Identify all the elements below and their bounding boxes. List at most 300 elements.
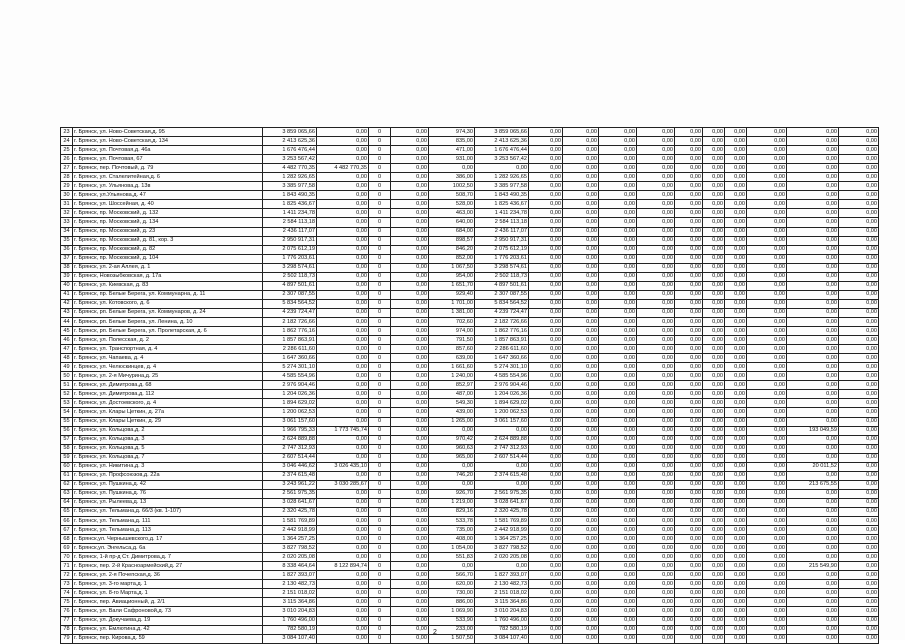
value-cell: 1 240,00 [429,372,475,381]
value-cell: 0,00 [563,417,599,426]
value-cell: 0,00 [839,354,879,363]
value-cell: 0,00 [599,480,637,489]
table-row [61,182,879,191]
value-cell: 0,00 [529,517,563,526]
value-cell: 0,00 [703,354,725,363]
row-number-cell: 30 [61,191,73,200]
address-cell: г. Брянск, ул.Ульянова,д. 47 [73,191,263,200]
value-cell: 0,00 [391,562,429,571]
address-cell: г. Брянск, пер. Почтовый, д. 79 [73,164,263,173]
value-cell: 0 [369,435,391,444]
table-row [61,299,879,308]
value-cell: 0,00 [725,571,747,580]
value-cell: 0,00 [637,390,675,399]
value-cell: 0,00 [725,507,747,516]
value-cell: 0,00 [391,381,429,390]
value-cell: 0,00 [563,281,599,290]
value-cell: 0,00 [787,553,839,562]
value-cell: 0,00 [563,299,599,308]
value-cell: 0,00 [563,272,599,281]
address-cell: г. Брянск, ул. Достоевского, д. 4 [73,399,263,408]
table-row [61,146,879,155]
value-cell: 0,00 [839,390,879,399]
address-cell: г. Брянск, ул. Котовского, д. 6 [73,299,263,308]
value-cell: 0,00 [599,417,637,426]
table-row [61,462,879,471]
value-cell: 1 282 926,65 [475,173,529,182]
value-cell: 0,00 [563,390,599,399]
value-cell: 0 [369,480,391,489]
value-cell: 0,00 [787,327,839,336]
value-cell: 0,00 [529,381,563,390]
value-cell: 0,00 [675,462,703,471]
table-row [61,317,879,326]
value-cell: 4 897 501,61 [263,281,317,290]
address-cell: г. Брянск,ул. Энгельса,д. 6а [73,544,263,553]
value-cell: 0,00 [563,227,599,236]
address-cell: г. Брянск, ул. 8-го Марта,д. 1 [73,589,263,598]
value-cell: 0,00 [391,308,429,317]
value-cell: 0,00 [839,480,879,489]
table-row [61,155,879,164]
value-cell: 0,00 [675,354,703,363]
value-cell: 0,00 [725,372,747,381]
value-cell: 0,00 [429,426,475,435]
value-cell: 0,00 [599,562,637,571]
value-cell: 0,00 [703,444,725,453]
value-cell: 0,00 [787,200,839,209]
value-cell: 0,00 [317,345,369,354]
value-cell: 0,00 [429,480,475,489]
value-cell: 0,00 [787,417,839,426]
value-cell: 0,00 [317,471,369,480]
value-cell: 0,00 [747,155,787,164]
address-cell: г. Брянск, пр. Московский, д. 82 [73,245,263,254]
value-cell: 0,00 [787,308,839,317]
value-cell: 0,00 [599,390,637,399]
value-cell: 0,00 [839,191,879,200]
value-cell: 1 776 203,61 [475,254,529,263]
value-cell: 0,00 [747,489,787,498]
value-cell: 0,00 [529,137,563,146]
value-cell: 0,00 [839,526,879,535]
value-cell: 0,00 [599,254,637,263]
value-cell: 0 [369,553,391,562]
value-cell: 3 253 567,42 [475,155,529,164]
value-cell: 0,00 [599,589,637,598]
value-cell: 0,00 [787,209,839,218]
value-cell: 0,00 [747,354,787,363]
value-cell: 0,00 [529,272,563,281]
value-cell: 0,00 [317,363,369,372]
value-cell: 0,00 [637,372,675,381]
value-cell: 0,00 [839,272,879,281]
value-cell: 0,00 [391,462,429,471]
value-cell: 0,00 [637,616,675,625]
value-cell: 0,00 [839,200,879,209]
value-cell: 3 084 107,40 [263,634,317,643]
value-cell: 0,00 [391,498,429,507]
value-cell: 0,00 [747,146,787,155]
value-cell: 1 282 926,65 [263,173,317,182]
value-cell: 0 [369,390,391,399]
value-cell: 0,00 [391,535,429,544]
table-row [61,553,879,562]
row-number-cell: 59 [61,453,73,462]
row-number-cell: 48 [61,354,73,363]
table-body [61,128,879,644]
address-cell: г. Брянск, ул. Пушкина,д. 76 [73,489,263,498]
value-cell: 0,00 [725,489,747,498]
value-cell: 0,00 [747,571,787,580]
value-cell: 0,00 [725,155,747,164]
value-cell: 0,00 [529,553,563,562]
value-cell: 0,00 [675,182,703,191]
value-cell: 0,00 [787,272,839,281]
value-cell: 0,00 [317,354,369,363]
value-cell: 0,00 [637,553,675,562]
address-cell: г. Брянск, пр. Московский, д. 81, кор. 3 [73,236,263,245]
value-cell: 0,00 [725,345,747,354]
value-cell: 0,00 [637,598,675,607]
value-cell: 0,00 [839,598,879,607]
value-cell: 0,00 [637,336,675,345]
address-cell: г. Брянск, ул. Ульянова,д. 13в [73,182,263,191]
value-cell: 926,70 [429,489,475,498]
value-cell: 0,00 [747,453,787,462]
value-cell: 0,00 [529,480,563,489]
value-cell: 8 122 894,74 [317,562,369,571]
value-cell: 0,00 [637,498,675,507]
value-cell: 0,00 [703,399,725,408]
value-cell: 0 [369,236,391,245]
value-cell: 0,00 [391,634,429,643]
value-cell: 898,57 [429,236,475,245]
value-cell: 463,00 [429,209,475,218]
value-cell: 0,00 [563,435,599,444]
value-cell: 0,00 [317,290,369,299]
value-cell: 0,00 [747,580,787,589]
value-cell: 960,63 [429,444,475,453]
value-cell: 0,00 [839,535,879,544]
value-cell: 0,00 [725,137,747,146]
value-cell: 2 584 113,18 [475,218,529,227]
value-cell: 0,00 [703,489,725,498]
table-row [61,128,879,137]
value-cell: 0,00 [317,317,369,326]
value-cell: 0,00 [839,435,879,444]
value-cell: 0,00 [703,589,725,598]
table-row [61,517,879,526]
value-cell: 0,00 [429,164,475,173]
value-cell: 0,00 [391,345,429,354]
value-cell: 2 182 726,66 [263,317,317,326]
row-number-cell: 54 [61,408,73,417]
value-cell: 2 320 425,78 [475,507,529,516]
value-cell: 0 [369,589,391,598]
value-cell: 0,00 [747,507,787,516]
value-cell: 0,00 [563,164,599,173]
value-cell: 3 115 364,86 [475,598,529,607]
value-cell: 0,00 [839,399,879,408]
value-cell: 0,00 [317,381,369,390]
value-cell: 0 [369,345,391,354]
value-cell: 0,00 [703,317,725,326]
value-cell: 0,00 [317,146,369,155]
value-cell: 0 [369,299,391,308]
value-cell: 0,00 [703,146,725,155]
value-cell: 0,00 [787,146,839,155]
value-cell: 0,00 [725,354,747,363]
value-cell: 0,00 [839,128,879,137]
value-cell: 0,00 [529,345,563,354]
value-cell: 0,00 [563,489,599,498]
value-cell: 0 [369,526,391,535]
value-cell: 0,00 [725,517,747,526]
value-cell: 0,00 [391,155,429,164]
value-cell: 508,70 [429,191,475,200]
value-cell: 0,00 [391,571,429,580]
value-cell: 2 747 312,93 [475,444,529,453]
value-cell: 2 607 514,44 [475,453,529,462]
value-cell: 0,00 [391,444,429,453]
value-cell: 0,00 [675,254,703,263]
value-cell: 1 827 393,07 [263,571,317,580]
value-cell: 0,00 [317,589,369,598]
value-cell: 0,00 [529,317,563,326]
value-cell: 0,00 [725,209,747,218]
value-cell: 0,00 [747,553,787,562]
value-cell: 0,00 [563,317,599,326]
value-cell: 0,00 [529,200,563,209]
value-cell: 0,00 [529,598,563,607]
value-cell: 0,00 [725,227,747,236]
value-cell: 0,00 [747,327,787,336]
value-cell: 0,00 [839,218,879,227]
table-row [61,498,879,507]
value-cell: 0,00 [317,236,369,245]
value-cell: 0,00 [675,381,703,390]
value-cell: 0,00 [747,218,787,227]
value-cell: 0,00 [787,517,839,526]
value-cell: 0 [369,462,391,471]
value-cell: 0,00 [391,507,429,516]
value-cell: 0,00 [563,254,599,263]
value-cell: 0,00 [839,164,879,173]
value-cell: 0,00 [599,263,637,272]
value-cell: 0,00 [725,254,747,263]
row-number-cell: 71 [61,562,73,571]
value-cell: 0,00 [703,526,725,535]
value-cell: 0 [369,281,391,290]
value-cell: 0,00 [839,408,879,417]
value-cell: 0,00 [599,327,637,336]
address-cell: г. Брянск,ул. Чернышевского,д. 17 [73,535,263,544]
value-cell: 0,00 [637,272,675,281]
value-cell: 2 374 615,48 [263,471,317,480]
value-cell: 3 827 798,52 [475,544,529,553]
value-cell: 0,00 [703,272,725,281]
value-cell: 0,00 [599,625,637,634]
value-cell: 974,00 [429,327,475,336]
value-cell: 2 020 205,08 [475,553,529,562]
value-cell: 0,00 [529,399,563,408]
address-cell: г. Брянск, ул. Рылеева,д. 13 [73,498,263,507]
value-cell: 2 320 425,78 [263,507,317,516]
value-cell: 0,00 [637,453,675,462]
value-cell: 0,00 [839,345,879,354]
value-cell: 0,00 [787,381,839,390]
value-cell: 0,00 [703,128,725,137]
value-cell: 0,00 [675,245,703,254]
value-cell: 0,00 [839,173,879,182]
value-cell: 0,00 [529,327,563,336]
value-cell: 0,00 [529,128,563,137]
value-cell: 0,00 [317,336,369,345]
table-row [61,634,879,643]
value-cell: 0,00 [747,471,787,480]
value-cell: 0,00 [529,453,563,462]
table-row [61,607,879,616]
value-cell: 0,00 [637,417,675,426]
value-cell: 970,42 [429,435,475,444]
value-cell: 2 286 611,60 [263,345,317,354]
value-cell: 0,00 [725,390,747,399]
value-cell: 0,00 [317,453,369,462]
value-cell: 0,00 [637,517,675,526]
address-cell: г. Брянск, ул. Тельмана,д. 111 [73,517,263,526]
value-cell: 0,00 [529,571,563,580]
value-cell: 0,00 [725,164,747,173]
value-cell: 0,00 [787,227,839,236]
value-cell: 0,00 [599,336,637,345]
value-cell: 0,00 [391,263,429,272]
value-cell: 0,00 [599,435,637,444]
address-cell: г. Брянск, Новозыбковская, д. 17а [73,272,263,281]
value-cell: 0,00 [317,372,369,381]
value-cell: 0,00 [839,544,879,553]
row-number-cell: 70 [61,553,73,562]
value-cell: 0,00 [747,616,787,625]
value-cell: 2 182 726,66 [475,317,529,326]
value-cell: 0,00 [563,290,599,299]
value-cell: 0,00 [747,517,787,526]
value-cell: 0,00 [839,453,879,462]
value-cell: 0,00 [563,245,599,254]
value-cell: 0 [369,354,391,363]
value-cell: 2 561 975,35 [263,489,317,498]
value-cell: 0,00 [529,227,563,236]
value-cell: 0,00 [725,128,747,137]
value-cell: 0,00 [599,345,637,354]
value-cell: 0,00 [391,128,429,137]
row-number-cell: 64 [61,498,73,507]
value-cell: 0,00 [317,498,369,507]
value-cell: 0,00 [637,399,675,408]
value-cell: 0,00 [529,191,563,200]
value-cell: 0,00 [703,535,725,544]
value-cell: 0,00 [839,498,879,507]
value-cell: 0,00 [563,218,599,227]
value-cell: 0,00 [475,462,529,471]
value-cell: 0,00 [703,408,725,417]
value-cell: 2 374 615,48 [475,471,529,480]
value-cell: 2 976 904,46 [263,381,317,390]
value-cell: 0,00 [599,526,637,535]
value-cell: 0,00 [599,245,637,254]
value-cell: 0,00 [391,471,429,480]
value-cell: 0,00 [703,471,725,480]
value-cell: 0,00 [637,625,675,634]
value-cell: 0,00 [317,272,369,281]
value-cell: 3 827 798,52 [263,544,317,553]
value-cell: 0,00 [391,354,429,363]
table-row [61,308,879,317]
value-cell: 8 338 464,64 [263,562,317,571]
value-cell: 0,00 [317,408,369,417]
value-cell: 1 701,00 [429,299,475,308]
value-cell: 0,00 [563,399,599,408]
value-cell: 0,00 [675,571,703,580]
value-cell: 0,00 [391,227,429,236]
value-cell: 0,00 [675,173,703,182]
table-row [61,363,879,372]
value-cell: 0,00 [703,453,725,462]
value-cell: 0,00 [725,607,747,616]
value-cell: 0,00 [563,182,599,191]
value-cell: 0,00 [599,272,637,281]
value-cell: 0,00 [787,363,839,372]
value-cell: 0,00 [391,435,429,444]
value-cell: 0,00 [563,616,599,625]
value-cell: 3 061 157,60 [475,417,529,426]
value-cell: 0,00 [787,408,839,417]
value-cell: 0,00 [787,317,839,326]
value-cell: 0,00 [529,625,563,634]
value-cell: 0,00 [703,173,725,182]
value-cell: 0,00 [563,598,599,607]
value-cell: 0,00 [839,182,879,191]
value-cell: 0 [369,200,391,209]
value-cell: 0,00 [563,453,599,462]
value-cell: 0,00 [839,381,879,390]
value-cell: 0,00 [747,317,787,326]
value-cell: 0,00 [529,290,563,299]
value-cell: 0,00 [391,426,429,435]
value-cell: 0,00 [529,146,563,155]
value-cell: 0,00 [675,408,703,417]
value-cell: 1 411 234,78 [475,209,529,218]
value-cell: 0,00 [787,164,839,173]
value-cell: 0,00 [391,372,429,381]
value-cell: 0,00 [391,517,429,526]
value-cell: 0,00 [637,480,675,489]
value-cell: 0,00 [317,444,369,453]
table-row [61,236,879,245]
value-cell: 3 115 364,86 [263,598,317,607]
value-cell: 0,00 [747,535,787,544]
value-cell: 0,00 [637,218,675,227]
value-cell: 0,00 [725,281,747,290]
value-cell: 0,00 [787,507,839,516]
value-cell: 0,00 [703,598,725,607]
value-cell: 0,00 [675,616,703,625]
value-cell: 0,00 [703,182,725,191]
value-cell: 0,00 [703,308,725,317]
value-cell: 0 [369,408,391,417]
value-cell: 0,00 [703,299,725,308]
value-cell: 0,00 [391,173,429,182]
